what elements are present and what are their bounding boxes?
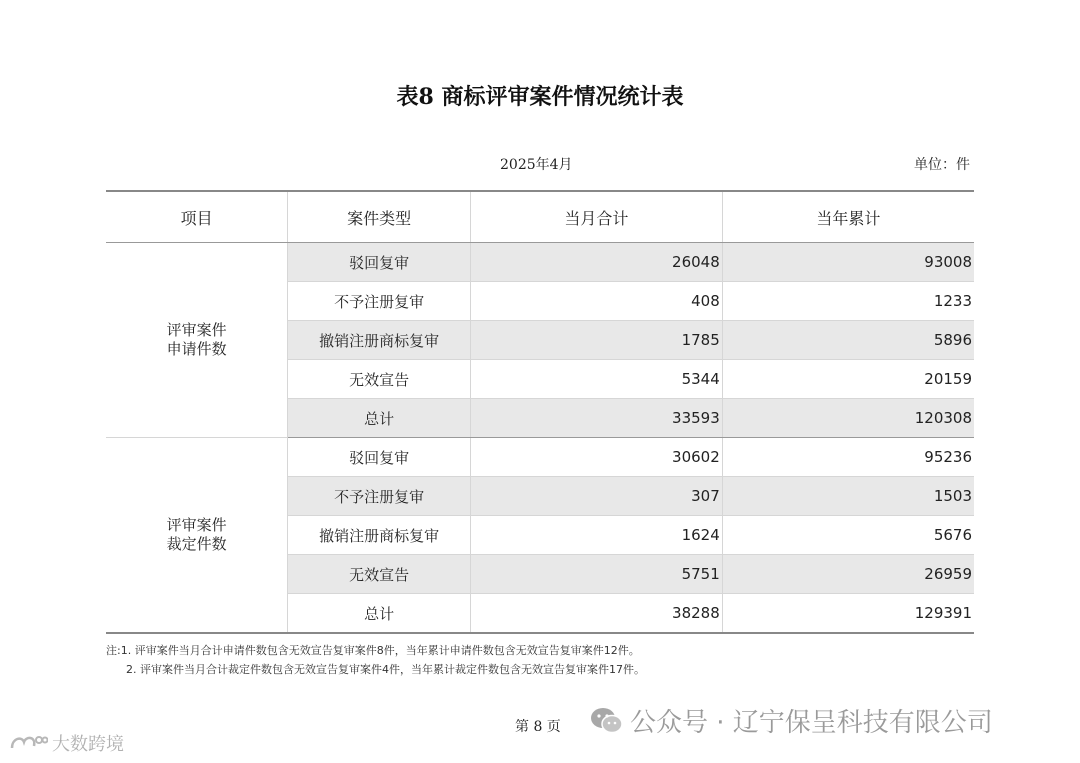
watermark bbox=[590, 702, 993, 739]
case-type-cell: 无效宣告 bbox=[288, 360, 471, 399]
case-type-cell: 总计 bbox=[288, 399, 471, 438]
month-total-cell: 30602 bbox=[471, 438, 723, 477]
year-total-cell: 129391 bbox=[722, 594, 974, 634]
table-title: 表8 商标评审案件情况统计表 bbox=[396, 84, 684, 110]
year-total-cell: 26959 bbox=[722, 555, 974, 594]
year-total-cell: 5676 bbox=[722, 516, 974, 555]
report-date: 2025年4月 bbox=[500, 157, 573, 173]
table-header-row bbox=[106, 191, 974, 243]
header-month-total: 当月合计 bbox=[471, 191, 723, 243]
case-type-cell: 不予注册复审 bbox=[288, 282, 471, 321]
table-row bbox=[106, 438, 974, 477]
unit-label: 单位：件 bbox=[914, 157, 970, 173]
header-item: 项目 bbox=[106, 191, 288, 243]
year-total-cell: 1233 bbox=[722, 282, 974, 321]
statistics-table bbox=[106, 190, 974, 634]
group-label-applications: 评审案件 申请件数 bbox=[106, 243, 288, 438]
month-total-cell: 408 bbox=[471, 282, 723, 321]
month-total-cell: 1785 bbox=[471, 321, 723, 360]
watermark-brand-text: 大数跨境 bbox=[52, 734, 124, 755]
case-type-cell: 不予注册复审 bbox=[288, 477, 471, 516]
table-row bbox=[106, 243, 974, 282]
group-label-rulings: 评审案件 裁定件数 bbox=[106, 438, 288, 634]
page-number: 第 8 页 bbox=[515, 719, 561, 735]
case-type-cell: 总计 bbox=[288, 594, 471, 634]
year-total-cell: 95236 bbox=[722, 438, 974, 477]
case-type-cell: 无效宣告 bbox=[288, 555, 471, 594]
watermark-text: 公众号 · 辽宁保呈科技有限公司 bbox=[630, 708, 993, 738]
month-total-cell: 26048 bbox=[471, 243, 723, 282]
brand-logo-icon bbox=[8, 732, 48, 754]
year-total-cell: 1503 bbox=[722, 477, 974, 516]
case-type-cell: 驳回复审 bbox=[288, 438, 471, 477]
header-case-type: 案件类型 bbox=[288, 191, 471, 243]
month-total-cell: 33593 bbox=[471, 399, 723, 438]
year-total-cell: 5896 bbox=[722, 321, 974, 360]
year-total-cell: 20159 bbox=[722, 360, 974, 399]
month-total-cell: 38288 bbox=[471, 594, 723, 634]
month-total-cell: 307 bbox=[471, 477, 723, 516]
watermark-brand bbox=[8, 730, 124, 756]
footnote-2: 2. 评审案件当月合计裁定件数包含无效宣告复审案件4件，当年累计裁定件数包含无效宣告复审案件17件。 bbox=[126, 663, 645, 676]
footnote-1: 注:1. 评审案件当月合计申请件数包含无效宣告复审案件8件，当年累计申请件数包含无效宣告复审案件12件。 bbox=[106, 644, 640, 657]
header-year-total: 当年累计 bbox=[722, 191, 974, 243]
year-total-cell: 120308 bbox=[722, 399, 974, 438]
wechat-icon bbox=[590, 707, 624, 735]
year-total-cell: 93008 bbox=[722, 243, 974, 282]
case-type-cell: 驳回复审 bbox=[288, 243, 471, 282]
case-type-cell: 撤销注册商标复审 bbox=[288, 516, 471, 555]
month-total-cell: 1624 bbox=[471, 516, 723, 555]
month-total-cell: 5751 bbox=[471, 555, 723, 594]
month-total-cell: 5344 bbox=[471, 360, 723, 399]
case-type-cell: 撤销注册商标复审 bbox=[288, 321, 471, 360]
